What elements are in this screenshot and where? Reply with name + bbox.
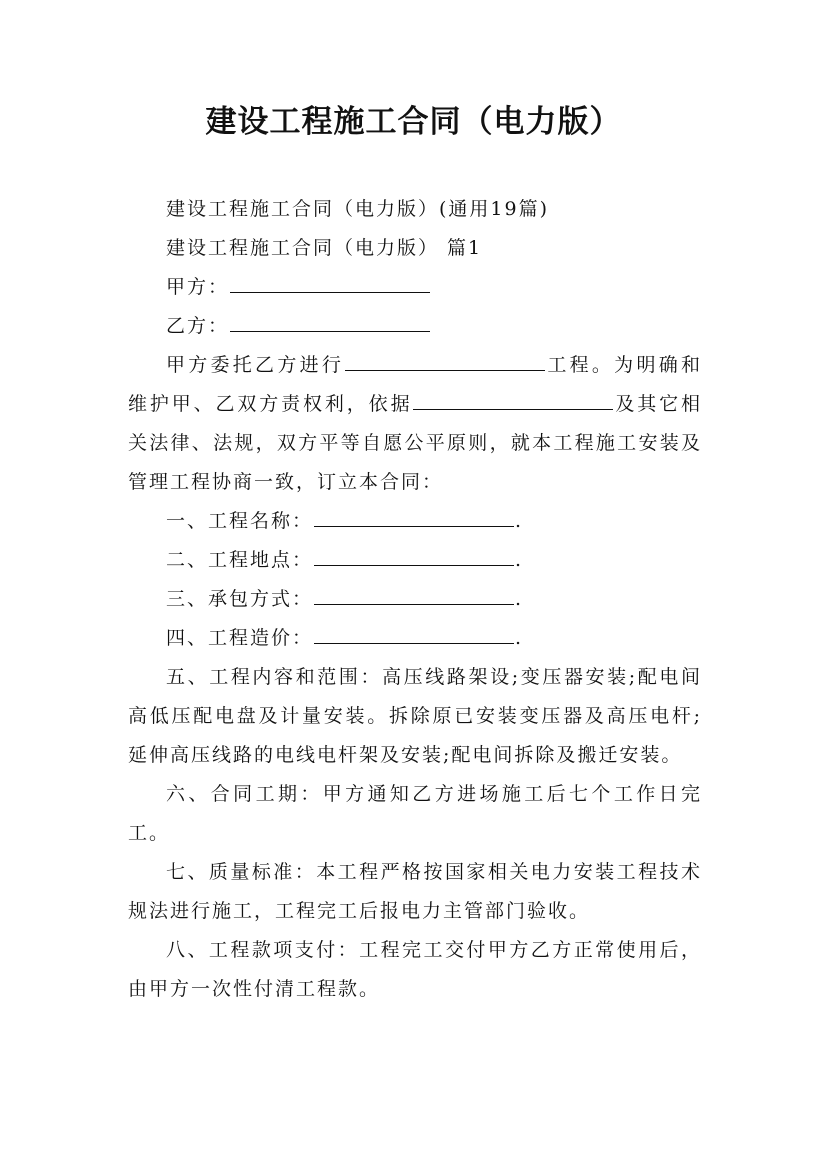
contract-method-blank[interactable] bbox=[314, 603, 514, 605]
intro-text-1: 甲方委托乙方进行 bbox=[166, 354, 345, 376]
party-a-label: 甲方： bbox=[166, 276, 230, 298]
subtitle-line: 建设工程施工合同（电力版）(通用19篇) bbox=[166, 198, 550, 220]
item-3-end: . bbox=[515, 588, 524, 610]
item-1-label: 一、工程名称： bbox=[166, 510, 314, 532]
party-a-blank[interactable] bbox=[230, 291, 430, 293]
item-3-label: 三、承包方式： bbox=[166, 588, 314, 610]
project-location-blank[interactable] bbox=[314, 564, 514, 566]
item-8-paragraph: 八、工程款项支付：工程完工交付甲方乙方正常使用后，由甲方一次性付清工程款。 bbox=[128, 939, 702, 1000]
item-4-line bbox=[128, 619, 702, 658]
party-a-line bbox=[128, 268, 702, 307]
item-2-line bbox=[128, 541, 702, 580]
intro-text-2: 工程。为明确和维护甲、乙双方责权利，依据 bbox=[128, 354, 702, 415]
party-b-blank[interactable] bbox=[230, 330, 430, 332]
part-heading: 建设工程施工合同（电力版） 篇1 bbox=[166, 237, 483, 259]
item-1-line bbox=[128, 502, 702, 541]
item-7-paragraph: 七、质量标准：本工程严格按国家相关电力安装工程技术规法进行施工，工程完工后报电力主管部门验收。 bbox=[128, 861, 702, 922]
item-4-end: . bbox=[515, 627, 524, 649]
item-6-paragraph: 六、合同工期：甲方通知乙方进场施工后七个工作日完工。 bbox=[128, 783, 702, 844]
item-4-label: 四、工程造价： bbox=[166, 627, 314, 649]
item-2-end: . bbox=[515, 549, 524, 571]
party-b-label: 乙方： bbox=[166, 315, 230, 337]
item-5-paragraph: 五、工程内容和范围：高压线路架设;变压器安装;配电间高低压配电盘及计量安装。拆除原已安装变压器及高压电杆;延伸高压线路的电线电杆架及安装;配电间拆除及搬迁安装。 bbox=[128, 666, 702, 766]
item-2-label: 二、工程地点： bbox=[166, 549, 314, 571]
project-blank[interactable] bbox=[345, 369, 545, 371]
basis-blank[interactable] bbox=[413, 408, 613, 410]
intro-text-3: 及其它相关法律、法规，双方平等自愿公平原则，就本工程施工安装及管理工程协商一致，订立本合同： bbox=[128, 393, 702, 493]
item-3-line bbox=[128, 580, 702, 619]
party-b-line bbox=[128, 307, 702, 346]
item-1-end: . bbox=[515, 510, 524, 532]
intro-paragraph bbox=[128, 346, 702, 502]
project-name-blank[interactable] bbox=[314, 525, 514, 527]
document-body bbox=[128, 190, 702, 1009]
document-title: 建设工程施工合同（电力版） bbox=[205, 104, 622, 140]
project-cost-blank[interactable] bbox=[314, 642, 514, 644]
